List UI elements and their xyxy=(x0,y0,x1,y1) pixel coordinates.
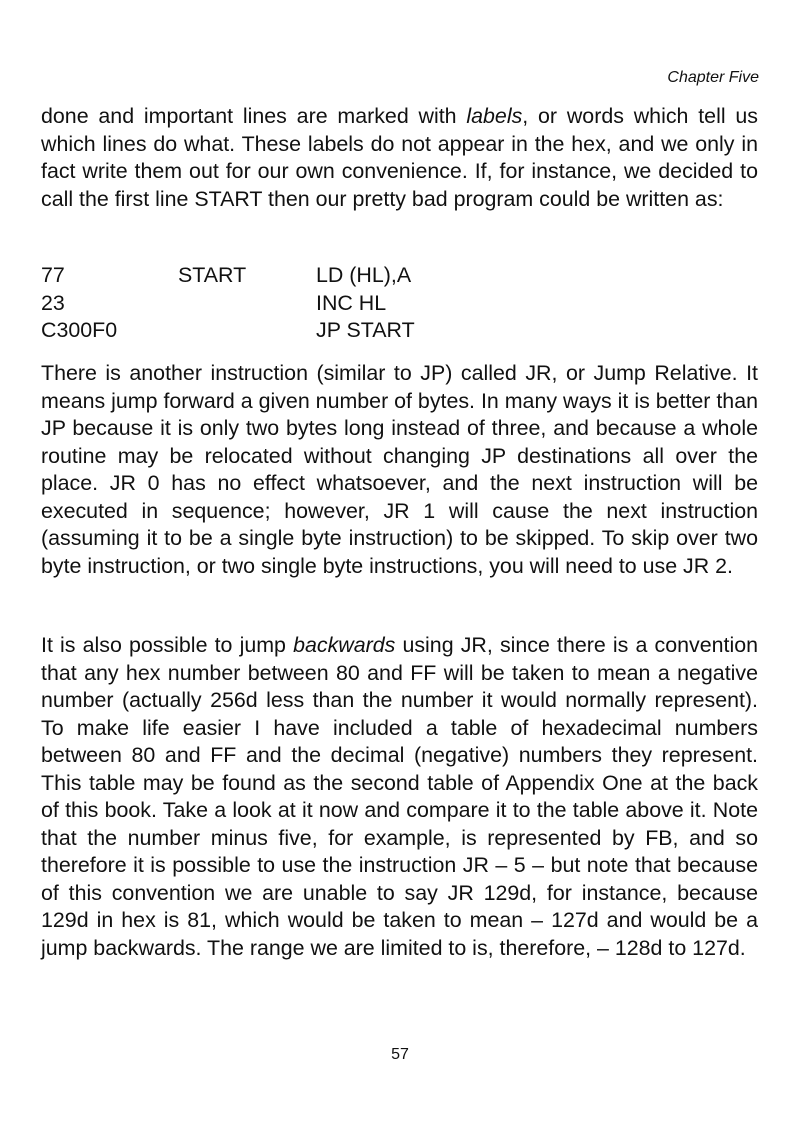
emphasis-labels: labels xyxy=(466,104,523,128)
paragraph-text: done and important lines are marked with xyxy=(41,104,467,128)
code-hex: 77 xyxy=(41,263,65,287)
paragraph-labels xyxy=(41,103,758,213)
code-label xyxy=(178,290,316,318)
paragraph-jump-relative: There is another instruction (similar to JP) called JR, or Jump Relative. It means jump forward a given number of bytes. In many ways it is better than JP because it is only two bytes long instead of three, and because a whole routine may be relocated without changing JP destinations all over the place. JR 0 has no effect whatsoever, and the next instruction will be executed in sequence; however, JR 1 will cause the next instruction (assuming it to be a single byte instruction) to be skipped. To skip over two byte instruction, or two single byte instructions, you will need to use JR 2. xyxy=(41,361,758,578)
code-instruction: JP START xyxy=(316,318,415,342)
code-row xyxy=(41,317,541,345)
paragraph-text: using JR, since there is a convention that any hex number between 80 and FF will be taken to mean a negative number (actually 256d less than the number it would normally represent). To make life easier I have included a table of hexadecimal numbers between 80 and FF and the decimal (negative) numbers they represent. This table may be found as the second table of Appendix One at the back of this book. Take a look at it now and compare it to the table above it. Note that the number minus five, for example, is represented by FB, and so therefore it is possible to use the instruction JR – 5 – but note that because of this convention we are unable to say JR 129d, for instance, because 129d in hex is 81, which would be taken to mean – 127d and would be a jump backwards. The range we are limited to is, therefore, – 128d to 127d. xyxy=(41,633,758,960)
code-row xyxy=(41,290,541,318)
page-number: 57 xyxy=(391,1046,409,1063)
code-listing xyxy=(41,262,541,345)
code-label: START xyxy=(178,263,247,287)
emphasis-backwards: backwards xyxy=(293,633,396,657)
paragraph-text: , or words which tell us which lines do what. These labels do not appear in the hex, and we only in fact write them out for our own convenience. If, for instance, we decided to call the first line START then our pretty bad program could be written as: xyxy=(41,104,758,211)
code-row xyxy=(41,262,541,290)
chapter-header: Chapter Five xyxy=(667,69,759,86)
code-hex: 23 xyxy=(41,290,65,315)
paragraph-text: It is also possible to jump xyxy=(41,633,294,657)
code-hex: C300F0 xyxy=(41,318,118,342)
code-instruction: INC HL xyxy=(316,290,387,315)
paragraph-backwards xyxy=(41,632,758,962)
code-instruction: LD (HL),A xyxy=(316,263,412,287)
code-label xyxy=(178,317,316,345)
